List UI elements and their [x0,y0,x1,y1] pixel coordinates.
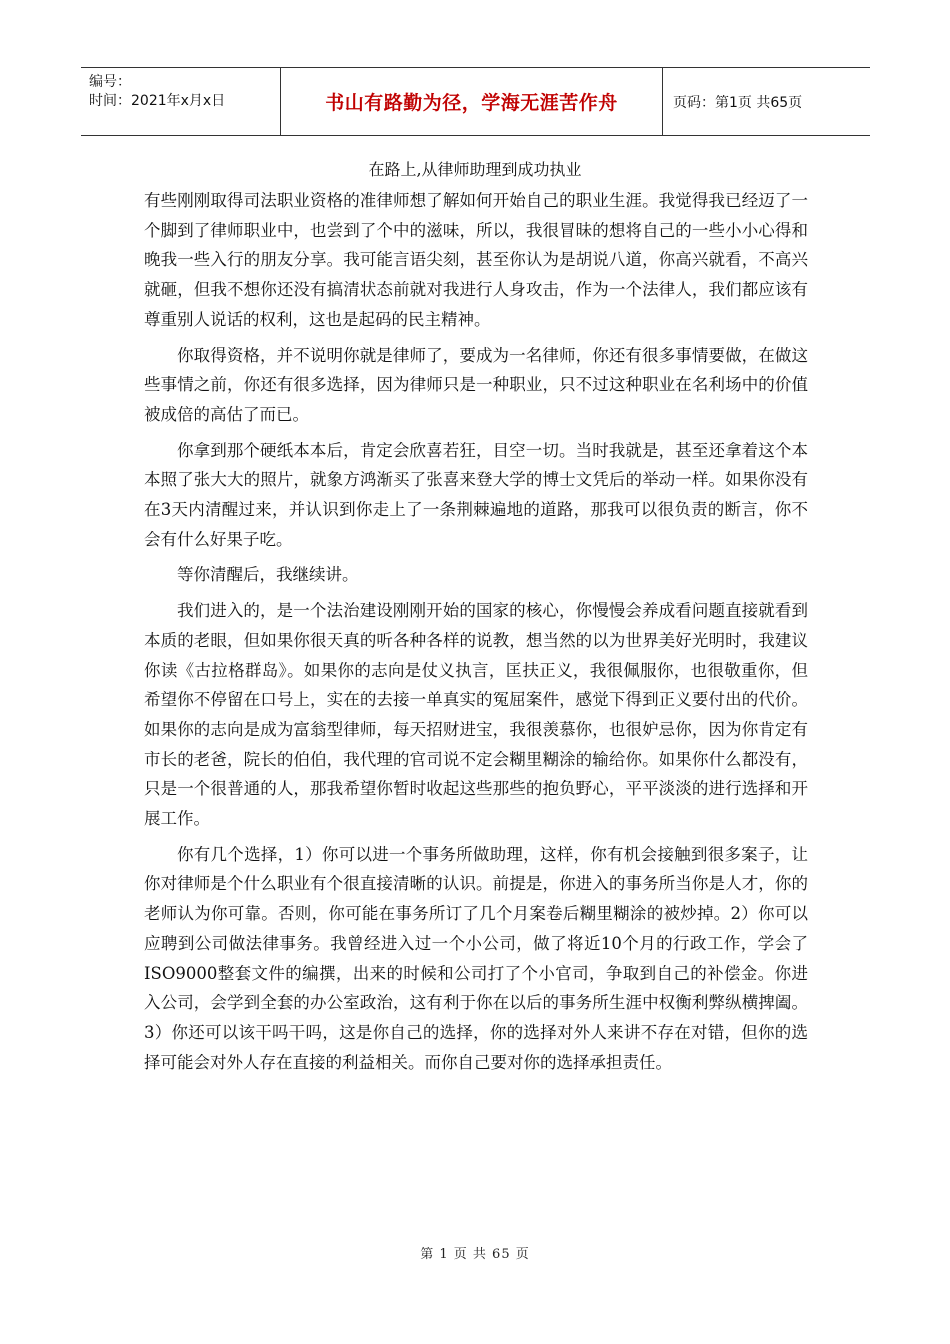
header-meta-cell [81,68,281,135]
page-footer: 第 1 页 共 65 页 [420,1247,530,1262]
document-title: 在路上,从律师助理到成功执业 [368,160,582,179]
paragraph: 有些刚刚取得司法职业资格的准律师想了解如何开始自己的职业生涯。我觉得我已经迈了一个脚到了律师职业中，也尝到了个中的滋味，所以，我很冒昧的想将自己的一些小小心得和晚我一些入行的朋友分享。我可能言语尖刻，甚至你认为是胡说八道，你高兴就看，不高兴就砸，但我不想你还没有搞清状态前就对我进行人身攻击，作为一个法律人，我们都应该有尊重别人说话的权利，这也是起码的民主精神。 [144,191,808,329]
paragraph: 等你清醒后，我继续讲。 [177,565,359,585]
document-date-label: 时间：2021年x月x日 [89,93,226,109]
document-number-label: 编号： [89,74,131,90]
header-motto: 书山有路勤为径，学海无涯苦作舟 [281,68,663,135]
paragraph: 我们进入的，是一个法治建设刚刚开始的国家的核心，你慢慢会养成看问题直接就看到本质的老眼，但如果你很天真的听各种各样的说教，想当然的以为世界美好光明时，我建议你读《古拉格群岛》。如果你的志向是仗义执言，匡扶正义，我很佩服你，也很敬重你，但希望你不停留在口号上，实在的去接一单真实的冤屈案件，感觉下得到正义要付出的代价。如果你的志向是成为富翁型律师，每天招财进宝，我很羡慕你，也很妒忌你，因为你肯定有市长的老爸，院长的伯伯，我代理的官司说不定会糊里糊涂的输给你。如果你什么都没有，只是一个很普通的人，那我希望你暂时收起这些那些的抱负野心，平平淡淡的进行选择和开展工作。 [144,601,808,829]
paragraph: 你取得资格，并不说明你就是律师了，要成为一名律师，你还有很多事情要做，在做这些事情之前，你还有很多选择，因为律师只是一种职业，只不过这种职业在名利场中的价值被成倍的高估了而已。 [144,345,808,424]
header-page-info: 页码：第1页 共65页 [673,94,803,111]
paragraph: 你有几个选择，1）你可以进一个事务所做助理，这样，你有机会接触到很多案子，让你对律师是个什么职业有个很直接清晰的认识。前提是，你进入的事务所当你是人才，你的老师认为你可靠。否则，你可能在事务所订了几个月案卷后糊里糊涂的被炒掉。2）你可以应聘到公司做法律事务。我曾经进入过一个小公司，做了将近10个月的行政工作，学会了ISO9000整套文件的编撰，出来的时候和公司打了个小官司，争取到自己的补偿金。你进入公司，会学到全套的办公室政治，这有利于你在以后的事务所生涯中权衡利弊纵横捭阖。3）你还可以该干吗干吗，这是你自己的选择，你的选择对外人来讲不存在对错，但你的选择可能会对外人存在直接的利益相关。而你自己要对你的选择承担责任。 [144,844,808,1072]
document-body [144,186,808,1083]
paragraph: 你拿到那个硬纸本本后，肯定会欣喜若狂，目空一切。当时我就是，甚至还拿着这个本本照了张大大的照片，就象方鸿渐买了张喜来登大学的博士文凭后的举动一样。如果你没有在3天内清醒过来，并认识到你走上了一条荆棘遍地的道路，那我可以很负责的断言，你不会有什么好果子吃。 [144,440,808,549]
document-header [81,67,870,136]
